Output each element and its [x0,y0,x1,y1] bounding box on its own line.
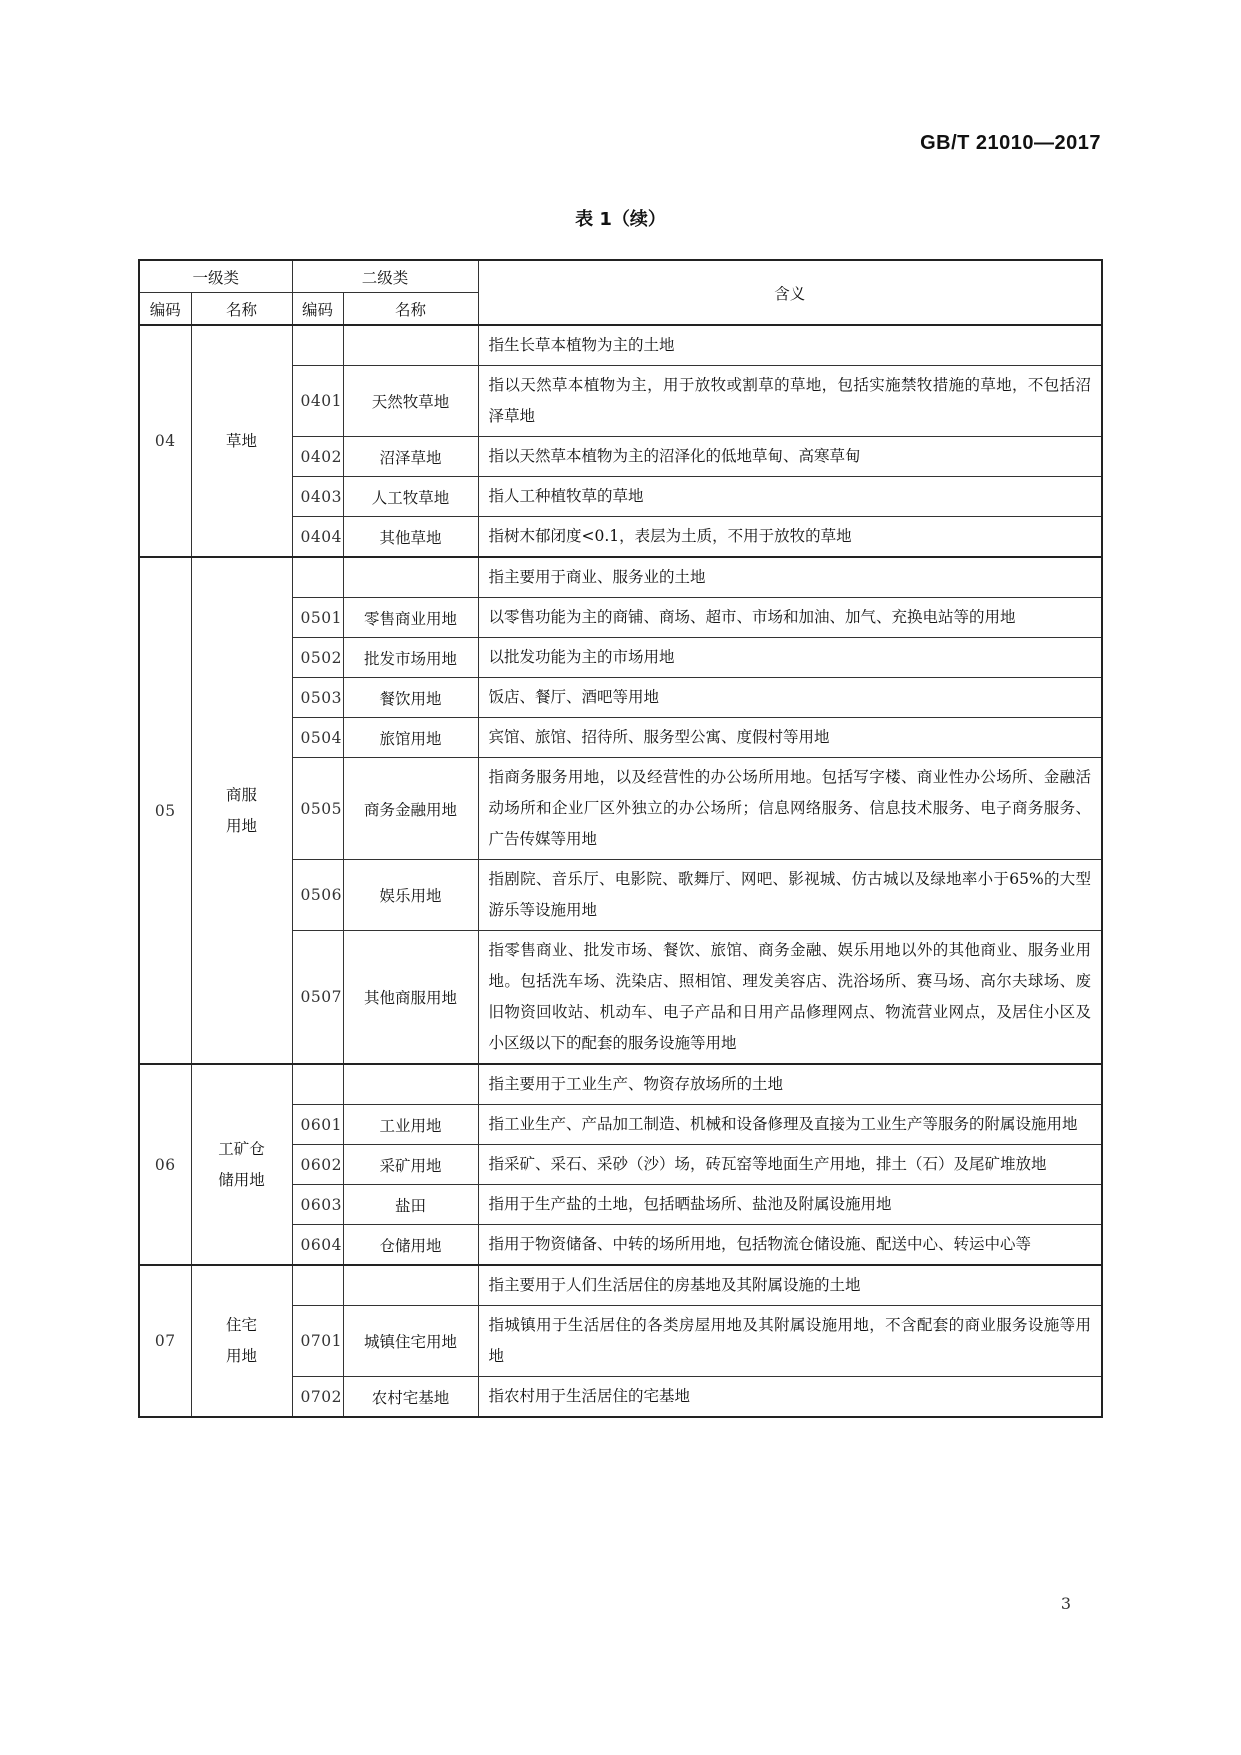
level2-name: 旅馆用地 [343,718,478,758]
level2-description: 宾馆、旅馆、招待所、服务型公寓、度假村等用地 [478,718,1102,758]
level2-name: 商务金融用地 [343,758,478,860]
empty-code-cell [292,325,343,366]
level1-code: 04 [139,325,191,557]
level2-code: 0404 [292,517,343,558]
level2-name: 娱乐用地 [343,860,478,931]
level2-code: 0401 [292,366,343,437]
level2-code: 0603 [292,1185,343,1225]
level2-description: 指城镇用于生活居住的各类房屋用地及其附属设施用地，不含配套的商业服务设施等用地 [478,1306,1102,1377]
level2-name: 沼泽草地 [343,437,478,477]
level2-description: 指以天然草本植物为主的沼泽化的低地草甸、高寒草甸 [478,437,1102,477]
group-row [139,1265,1102,1306]
level2-description: 指农村用于生活居住的宅基地 [478,1377,1102,1418]
level2-description: 饭店、餐厅、酒吧等用地 [478,678,1102,718]
level1-name-header: 名称 [191,293,292,326]
level1-code: 06 [139,1064,191,1265]
level2-description: 指用于生产盐的土地，包括晒盐场所、盐池及附属设施用地 [478,1185,1102,1225]
level2-code: 0701 [292,1306,343,1377]
level2-code: 0601 [292,1105,343,1145]
level2-description: 以批发功能为主的市场用地 [478,638,1102,678]
level2-code: 0506 [292,860,343,931]
level2-description: 指人工种植牧草的草地 [478,477,1102,517]
level2-code: 0402 [292,437,343,477]
level2-name-header: 名称 [343,293,478,326]
level2-description: 指工业生产、产品加工制造、机械和设备修理及直接为工业生产等服务的附属设施用地 [478,1105,1102,1145]
level2-name: 批发市场用地 [343,638,478,678]
level2-description: 指用于物资储备、中转的场所用地，包括物流仓储设施、配送中心、转运中心等 [478,1225,1102,1266]
page-number: 3 [1060,1594,1071,1613]
level2-code: 0504 [292,718,343,758]
empty-name-cell [343,1064,478,1105]
empty-code-cell [292,557,343,598]
land-use-classification-table [138,259,1103,1418]
level2-name: 农村宅基地 [343,1377,478,1418]
level2-code-header: 编码 [292,293,343,326]
empty-code-cell [292,1064,343,1105]
level2-description: 指采矿、采石、采砂（沙）场，砖瓦窑等地面生产用地，排土（石）及尾矿堆放地 [478,1145,1102,1185]
group-row [139,1064,1102,1105]
level2-name: 盐田 [343,1185,478,1225]
level2-name: 城镇住宅用地 [343,1306,478,1377]
level2-code: 0702 [292,1377,343,1418]
level2-description: 指剧院、音乐厅、电影院、歌舞厅、网吧、影视城、仿古城以及绿地率小于65%的大型游乐等设施用地 [478,860,1102,931]
level1-code: 05 [139,557,191,1064]
level1-header: 一级类 [139,260,292,293]
level2-code: 0604 [292,1225,343,1266]
empty-name-cell [343,325,478,366]
level2-name: 零售商业用地 [343,598,478,638]
level1-description: 指主要用于工业生产、物资存放场所的土地 [478,1064,1102,1105]
level1-description: 指主要用于商业、服务业的土地 [478,557,1102,598]
level2-code: 0403 [292,477,343,517]
level2-name: 天然牧草地 [343,366,478,437]
level1-name [191,1265,292,1417]
level2-name: 其他商服用地 [343,931,478,1065]
empty-name-cell [343,557,478,598]
level2-header: 二级类 [292,260,478,293]
level2-name: 人工牧草地 [343,477,478,517]
level2-code: 0503 [292,678,343,718]
level1-code: 07 [139,1265,191,1417]
table-caption: 表 1（续） [575,209,666,230]
level1-description: 指生长草本植物为主的土地 [478,325,1102,366]
table-body [139,325,1102,1417]
level2-code: 0507 [292,931,343,1065]
level2-description: 指零售商业、批发市场、餐饮、旅馆、商务金融、娱乐用地以外的其他商业、服务业用地。包括洗车场、洗染店、照相馆、理发美容店、洗浴场所、赛马场、高尔夫球场、废旧物资回收站、机动车、电子产品和日用产品修理网点、物流营业网点，及居住小区及小区级以下的配套的服务设施等用地 [478,931,1102,1065]
level2-description: 指商务服务用地，以及经营性的办公场所用地。包括写字楼、商业性办公场所、金融活动场所和企业厂区外独立的办公场所；信息网络服务、信息技术服务、电子商务服务、广告传媒等用地 [478,758,1102,860]
level2-code: 0501 [292,598,343,638]
level2-code: 0602 [292,1145,343,1185]
level1-name-line: 住宅 [226,1316,258,1334]
level1-name-line: 用地 [226,816,258,835]
level1-name [191,325,292,557]
level1-name-line: 用地 [226,1347,258,1365]
level1-name [191,1064,292,1265]
level1-name-line: 储用地 [218,1170,265,1189]
meaning-header: 含义 [478,260,1102,325]
level2-description: 指树木郁闭度<0.1，表层为土质，不用于放牧的草地 [478,517,1102,558]
level1-code-header: 编码 [139,293,191,326]
group-row [139,557,1102,598]
level2-name: 餐饮用地 [343,678,478,718]
level2-code: 0502 [292,638,343,678]
level1-name-line: 商服 [226,785,258,804]
level2-description: 以零售功能为主的商铺、商场、超市、市场和加油、加气、充换电站等的用地 [478,598,1102,638]
table-header [139,260,1102,325]
empty-name-cell [343,1265,478,1306]
level1-description: 指主要用于人们生活居住的房基地及其附属设施的土地 [478,1265,1102,1306]
level2-name: 仓储用地 [343,1225,478,1266]
empty-code-cell [292,1265,343,1306]
group-row [139,325,1102,366]
level2-name: 采矿用地 [343,1145,478,1185]
level1-name [191,557,292,1064]
level2-name: 其他草地 [343,517,478,558]
standard-code: GB/T 21010—2017 [920,132,1101,154]
level2-description: 指以天然草本植物为主，用于放牧或割草的草地，包括实施禁牧措施的草地，不包括沼泽草地 [478,366,1102,437]
level2-name: 工业用地 [343,1105,478,1145]
level1-name-line: 工矿仓 [218,1139,265,1158]
level2-code: 0505 [292,758,343,860]
level1-name-line: 草地 [226,431,258,450]
